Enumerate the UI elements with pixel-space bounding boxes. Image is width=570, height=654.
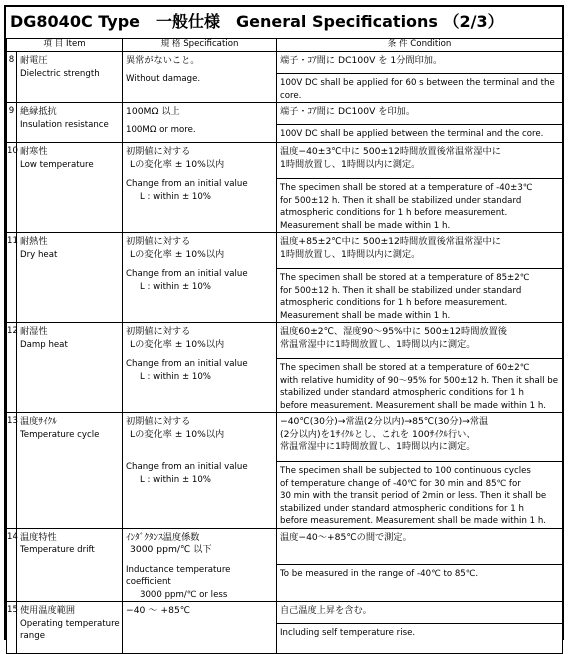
spec-text-jp: 初期値に対する xyxy=(126,146,191,157)
top-edge xyxy=(0,0,570,4)
item-name-en: Dry heat xyxy=(20,249,58,260)
item-name-jp: 絶縁抵抗 xyxy=(20,106,57,117)
cond-text-jp: 自己温度上昇を含む。 xyxy=(280,605,372,616)
cond-cell xyxy=(277,103,563,143)
spec-text-en: Inductance temperature coefficient xyxy=(126,564,231,587)
spec-text-jp: 初期値に対する xyxy=(126,416,191,427)
item-name-en: Operating temperature range xyxy=(20,618,120,641)
item-name-jp: 耐電圧 xyxy=(20,55,48,66)
cond-text-en: The specimen shall be stored at a temperature of -40±3℃ xyxy=(280,183,533,193)
spec-text-jp: 100MΩ 以上 xyxy=(126,106,180,117)
cond-text-jp: (2分以内)を1ｻｲｸﾙとし、これを 100ｻｲｸﾙ行い、 xyxy=(280,428,476,440)
spec-cell xyxy=(123,143,277,233)
col-header-spec: 規 格 Specification xyxy=(123,39,277,52)
item-name-jp: 温度特性 xyxy=(20,531,57,543)
row-number: 12 xyxy=(7,323,17,413)
spec-text-jp: 3000 ppm/℃ 以下 xyxy=(130,544,212,555)
spec-text-en: Change from an initial value xyxy=(126,359,248,369)
cond-cell xyxy=(277,233,563,323)
row-number: 13 xyxy=(7,413,17,529)
table-row xyxy=(7,103,563,143)
table-row xyxy=(7,143,563,233)
table-row xyxy=(7,323,563,413)
row-number: 14 xyxy=(7,528,17,602)
table-row xyxy=(7,413,563,529)
spec-text-jp: 初期値に対する xyxy=(126,326,191,337)
cond-text-jp: 温度−40〜+85℃の間で測定。 xyxy=(280,531,412,543)
table-row xyxy=(7,528,563,602)
cond-text-en: Measurement shall be made within 1 h. xyxy=(280,220,451,231)
cond-text-jp: 端子・ｺｱ間に DC100V を 1分間印加。 xyxy=(280,55,443,66)
table-row xyxy=(7,602,563,654)
spec-cell xyxy=(123,52,277,103)
item-name-jp: 耐熱性 xyxy=(20,236,48,247)
cond-text-en: of temperature change of -40℃ for 30 min and 85℃ for xyxy=(280,478,521,489)
spec-cell xyxy=(123,233,277,323)
cond-text-en: 100V DC shall be applied for 60 s between the terminal and the core. xyxy=(280,78,555,101)
item-name-en: Temperature cycle xyxy=(20,429,100,440)
cond-text-jp: 温度−40±3℃中に 500±12時間放置後常温常湿中に xyxy=(280,146,501,157)
spec-text-jp: Lの変化率 ± 10%以内 xyxy=(130,248,225,260)
cond-cell xyxy=(277,323,563,413)
spec-text-jp: 初期値に対する xyxy=(126,236,191,247)
item-cell xyxy=(17,52,123,103)
cond-text-en: 30 min with the transit period of 2min or less. Then it shall be xyxy=(280,491,547,501)
spec-text-en: Change from an initial value xyxy=(126,462,248,472)
spec-text-jp: −40 〜 +85℃ xyxy=(126,605,191,616)
item-cell xyxy=(17,143,123,233)
spec-text-en: L : within ± 10% xyxy=(140,371,211,382)
cond-text-en: atmospheric conditions for 1 h before measurement. xyxy=(280,298,508,308)
cond-text-en: Including self temperature rise. xyxy=(280,628,416,638)
cond-text-en: with relative humidity of 90〜95% for 500±12 h. Then it shall be xyxy=(280,375,558,386)
spec-text-jp: Lの変化率 ± 10%以内 xyxy=(130,428,225,440)
spec-cell xyxy=(123,602,277,654)
cond-text-jp: 温度60±2℃、湿度90〜95%中に 500±12時間放置後 xyxy=(280,326,507,337)
spec-text-en: L : within ± 10% xyxy=(140,191,211,202)
cond-text-en: To be measured in the range of -40℃ to 85℃. xyxy=(280,568,479,579)
item-name-en: Insulation resistance xyxy=(20,119,109,130)
spec-text-en: 3000 ppm/℃ or less xyxy=(140,589,228,600)
item-name-jp: 耐寒性 xyxy=(20,146,48,157)
item-cell xyxy=(17,233,123,323)
cond-cell xyxy=(277,52,563,103)
spec-text-jp: ｲﾝﾀﾞｸﾀﾝｽ温度係数 xyxy=(126,531,200,543)
cond-text-en: The specimen shall be stored at a temperature of 60±2℃ xyxy=(280,363,530,373)
item-name-en: Dielectric strength xyxy=(20,68,100,79)
cond-text-jp: −40℃(30分)→常温(2分以内)→85℃(30分)→常温 xyxy=(280,416,489,427)
spec-text-jp: 異常がないこと。 xyxy=(126,55,200,66)
page-title: DG8040C Type 一般仕様 General Specifications （2/3） xyxy=(10,12,504,31)
cond-text-en: stabilized under standard atmospheric conditions for 1 h xyxy=(280,388,524,398)
spec-cell xyxy=(123,103,277,143)
cond-text-en: for 500±12 h. Then it shall be stabilized under standard xyxy=(280,285,522,296)
cond-text-en: for 500±12 h. Then it shall be stabilized under standard xyxy=(280,195,522,206)
col-header-item: 項 目 Item xyxy=(7,39,123,52)
cond-cell xyxy=(277,143,563,233)
spec-cell xyxy=(123,323,277,413)
item-name-jp: 温度ｻｲｸﾙ xyxy=(20,416,57,427)
cond-text-en: before measurement. Measurement shall be made within 1 h. xyxy=(280,516,546,526)
item-name-en: Temperature drift xyxy=(20,545,95,555)
table-header-row xyxy=(7,39,563,52)
cond-text-jp: 温度+85±2℃中に 500±12時間放置後常温常湿中に xyxy=(280,236,501,247)
item-name-en: Damp heat xyxy=(20,339,68,350)
cond-cell xyxy=(277,602,563,654)
item-cell xyxy=(17,323,123,413)
spec-text-en: Change from an initial value xyxy=(126,179,248,189)
row-number: 9 xyxy=(7,103,17,143)
cond-text-jp: 端子・ｺｱ間に DC100V を印加。 xyxy=(280,106,416,117)
item-name-en: Low temperature xyxy=(20,159,94,170)
row-number: 15 xyxy=(7,602,17,654)
cond-text-en: 100V DC shall be applied between the terminal and the core. xyxy=(280,129,544,139)
cond-text-en: before measurement. Measurement shall be made within 1 h. xyxy=(280,400,546,411)
item-name-jp: 耐湿性 xyxy=(20,326,48,337)
col-header-condition: 条 件 Condition xyxy=(277,39,563,52)
spec-text-jp: Lの変化率 ± 10%以内 xyxy=(130,338,225,350)
spec-text-en: Without damage. xyxy=(126,74,201,84)
cond-text-jp: 1時間放置し、1時間以内に測定。 xyxy=(280,158,421,170)
cond-cell xyxy=(277,413,563,529)
item-cell xyxy=(17,602,123,654)
item-cell xyxy=(17,528,123,602)
row-number: 8 xyxy=(7,52,17,103)
table-row xyxy=(7,233,563,323)
row-number: 11 xyxy=(7,233,17,323)
cond-text-jp: 常温常湿中に1時間放置し、1時間以内に測定。 xyxy=(280,338,476,350)
cond-text-en: atmospheric conditions for 1 h before measurement. xyxy=(280,208,508,218)
cond-text-en: The specimen shall be subjected to 100 continuous cycles xyxy=(280,466,531,476)
cond-text-en: stabilized under standard atmospheric conditions for 1 h xyxy=(280,503,524,514)
spec-text-en: Change from an initial value xyxy=(126,269,248,279)
spec-text-en: L : within ± 10% xyxy=(140,474,211,485)
row-number: 10 xyxy=(7,143,17,233)
cond-text-jp: 常温常湿中に1時間放置し、1時間以内に測定。 xyxy=(280,441,476,452)
spec-text-en: L : within ± 10% xyxy=(140,281,211,292)
spec-sheet xyxy=(4,5,564,640)
item-cell xyxy=(17,413,123,529)
spec-text-jp: Lの変化率 ± 10%以内 xyxy=(130,158,225,170)
cond-text-jp: 1時間放置し、1時間以内に測定。 xyxy=(280,248,421,260)
cond-cell xyxy=(277,528,563,602)
spec-table xyxy=(6,38,563,654)
cond-text-en: Measurement shall be made within 1 h. xyxy=(280,310,451,321)
table-row xyxy=(7,52,563,103)
item-name-jp: 使用温度範囲 xyxy=(20,605,76,616)
item-cell xyxy=(17,103,123,143)
spec-text-en: 100MΩ or more. xyxy=(126,125,196,135)
spec-cell xyxy=(123,528,277,602)
cond-text-en: The specimen shall be stored at a temperature of 85±2℃ xyxy=(280,273,530,283)
spec-cell xyxy=(123,413,277,529)
